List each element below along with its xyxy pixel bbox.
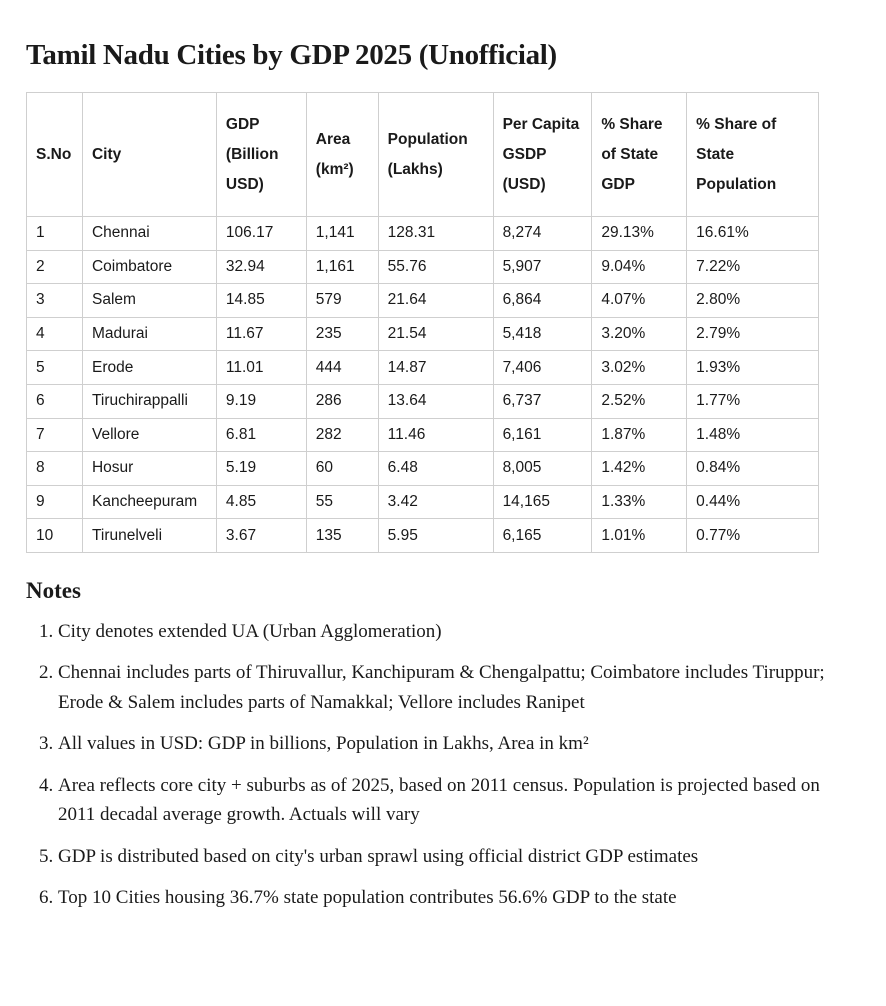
cell-share-state-gdp: 1.87%	[592, 418, 687, 452]
cell-sno: 4	[27, 317, 83, 351]
cell-population: 21.54	[378, 317, 493, 351]
cell-share-state-gdp: 1.33%	[592, 485, 687, 519]
cell-city: Madurai	[82, 317, 216, 351]
cell-share-state-population: 2.80%	[687, 284, 819, 318]
notes-list	[26, 617, 860, 913]
table-row	[27, 519, 819, 553]
cell-gdp: 106.17	[216, 217, 306, 251]
cell-city: Hosur	[82, 452, 216, 486]
cell-share-state-population: 1.48%	[687, 418, 819, 452]
cell-population: 14.87	[378, 351, 493, 385]
table-row	[27, 452, 819, 486]
cell-gdp: 4.85	[216, 485, 306, 519]
cell-city: Chennai	[82, 217, 216, 251]
cell-sno: 8	[27, 452, 83, 486]
cell-gdp: 9.19	[216, 384, 306, 418]
table-row	[27, 317, 819, 351]
cell-population: 11.46	[378, 418, 493, 452]
table-row	[27, 418, 819, 452]
cell-sno: 10	[27, 519, 83, 553]
cell-population: 5.95	[378, 519, 493, 553]
notes-title: Notes	[26, 577, 81, 603]
header-share-state-gdp: % Share of State GDP	[592, 93, 687, 217]
cell-share-state-gdp: 9.04%	[592, 250, 687, 284]
cell-city: Vellore	[82, 418, 216, 452]
cell-city: Coimbatore	[82, 250, 216, 284]
note-item: 4. Area reflects core city + suburbs as of 2025, based on 2011 census. Population is projected based on 2011 decadal average growth. Actuals will vary	[58, 771, 860, 830]
cell-per-capita-gsdp: 6,165	[493, 519, 592, 553]
cell-per-capita-gsdp: 6,864	[493, 284, 592, 318]
cell-sno: 7	[27, 418, 83, 452]
cell-area: 1,161	[306, 250, 378, 284]
cell-sno: 1	[27, 217, 83, 251]
cell-share-state-gdp: 29.13%	[592, 217, 687, 251]
cell-per-capita-gsdp: 5,418	[493, 317, 592, 351]
cell-share-state-population: 7.22%	[687, 250, 819, 284]
cell-per-capita-gsdp: 8,274	[493, 217, 592, 251]
note-item: 1. City denotes extended UA (Urban Agglomeration)	[58, 617, 860, 647]
cell-city: Kancheepuram	[82, 485, 216, 519]
cell-share-state-population: 2.79%	[687, 317, 819, 351]
note-item: 3. All values in USD: GDP in billions, Population in Lakhs, Area in km²	[58, 729, 860, 759]
cell-gdp: 3.67	[216, 519, 306, 553]
cell-population: 128.31	[378, 217, 493, 251]
header-share-state-population: % Share of State Population	[687, 93, 819, 217]
cell-share-state-gdp: 4.07%	[592, 284, 687, 318]
cell-per-capita-gsdp: 14,165	[493, 485, 592, 519]
header-gdp: GDP (Billion USD)	[216, 93, 306, 217]
gdp-table	[26, 92, 819, 553]
cell-share-state-population: 16.61%	[687, 217, 819, 251]
page-title: Tamil Nadu Cities by GDP 2025 (Unofficial)	[26, 39, 557, 71]
cell-city: Salem	[82, 284, 216, 318]
cell-sno: 3	[27, 284, 83, 318]
table-row	[27, 217, 819, 251]
cell-per-capita-gsdp: 7,406	[493, 351, 592, 385]
header-area: Area (km²)	[306, 93, 378, 217]
cell-area: 60	[306, 452, 378, 486]
cell-population: 6.48	[378, 452, 493, 486]
cell-gdp: 5.19	[216, 452, 306, 486]
cell-share-state-population: 1.93%	[687, 351, 819, 385]
table-row	[27, 250, 819, 284]
table-row	[27, 284, 819, 318]
cell-population: 21.64	[378, 284, 493, 318]
cell-gdp: 14.85	[216, 284, 306, 318]
cell-share-state-population: 1.77%	[687, 384, 819, 418]
cell-per-capita-gsdp: 6,737	[493, 384, 592, 418]
cell-share-state-population: 0.44%	[687, 485, 819, 519]
cell-share-state-population: 0.84%	[687, 452, 819, 486]
header-population: Population (Lakhs)	[378, 93, 493, 217]
note-item: 2. Chennai includes parts of Thiruvallur, Kanchipuram & Chengalpattu; Coimbatore includes Tiruppur; Erode & Salem includes parts of Namakkal; Vellore includes Ranipet	[58, 658, 860, 717]
cell-area: 444	[306, 351, 378, 385]
note-item: 6. Top 10 Cities housing 36.7% state population contributes 56.6% GDP to the state	[58, 883, 860, 913]
cell-area: 1,141	[306, 217, 378, 251]
table-row	[27, 485, 819, 519]
cell-city: Erode	[82, 351, 216, 385]
cell-population: 3.42	[378, 485, 493, 519]
cell-gdp: 11.67	[216, 317, 306, 351]
cell-sno: 6	[27, 384, 83, 418]
table-header-row	[27, 93, 819, 217]
cell-area: 55	[306, 485, 378, 519]
cell-sno: 9	[27, 485, 83, 519]
header-city: City	[82, 93, 216, 217]
table-row	[27, 384, 819, 418]
cell-share-state-gdp: 2.52%	[592, 384, 687, 418]
cell-share-state-population: 0.77%	[687, 519, 819, 553]
cell-area: 282	[306, 418, 378, 452]
cell-city: Tiruchirappalli	[82, 384, 216, 418]
cell-gdp: 11.01	[216, 351, 306, 385]
cell-population: 13.64	[378, 384, 493, 418]
cell-share-state-gdp: 1.42%	[592, 452, 687, 486]
header-sno: S.No	[27, 93, 83, 217]
cell-sno: 5	[27, 351, 83, 385]
cell-area: 286	[306, 384, 378, 418]
cell-population: 55.76	[378, 250, 493, 284]
cell-sno: 2	[27, 250, 83, 284]
cell-share-state-gdp: 1.01%	[592, 519, 687, 553]
cell-share-state-gdp: 3.02%	[592, 351, 687, 385]
cell-per-capita-gsdp: 6,161	[493, 418, 592, 452]
cell-area: 579	[306, 284, 378, 318]
table-row	[27, 351, 819, 385]
cell-area: 135	[306, 519, 378, 553]
cell-gdp: 32.94	[216, 250, 306, 284]
cell-city: Tirunelveli	[82, 519, 216, 553]
table-body	[27, 217, 819, 553]
cell-per-capita-gsdp: 8,005	[493, 452, 592, 486]
cell-gdp: 6.81	[216, 418, 306, 452]
cell-per-capita-gsdp: 5,907	[493, 250, 592, 284]
cell-share-state-gdp: 3.20%	[592, 317, 687, 351]
cell-area: 235	[306, 317, 378, 351]
note-item: 5. GDP is distributed based on city's urban sprawl using official district GDP estimates	[58, 842, 860, 872]
header-per-capita-gsdp: Per Capita GSDP (USD)	[493, 93, 592, 217]
